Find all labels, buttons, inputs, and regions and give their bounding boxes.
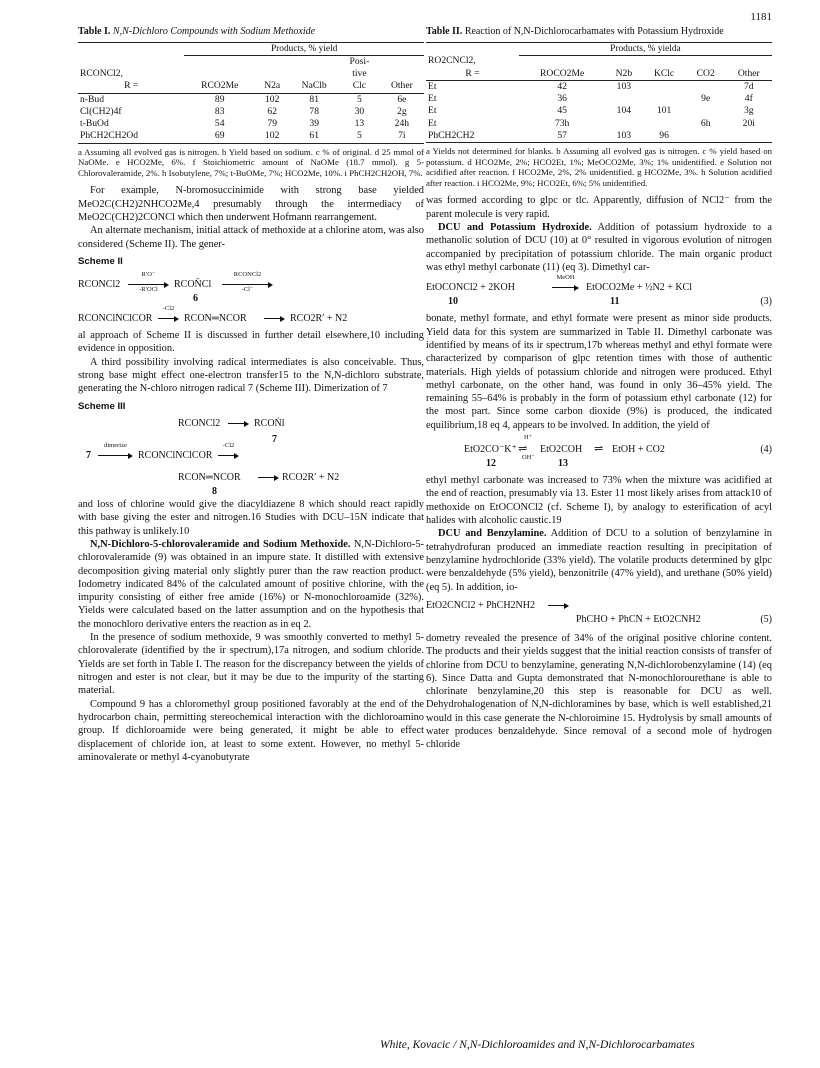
table1-col-tive: tive <box>352 68 367 80</box>
table-cell: 57 <box>557 129 567 141</box>
reaction-arrow-icon <box>128 271 169 294</box>
scheme2 <box>78 271 424 329</box>
arrow-label: -R′OCl <box>139 286 158 294</box>
scheme3 <box>78 416 424 498</box>
table2-col-roco2me: ROCO2Me <box>540 67 585 79</box>
table-cell: 96 <box>659 129 669 141</box>
scheme3-title: Scheme III <box>78 400 126 412</box>
reaction-arrow-icon <box>548 600 569 613</box>
table-cell: 20i <box>742 117 755 129</box>
table1-col-posi: Posi- <box>349 55 370 67</box>
table-cell: 7d <box>743 80 754 92</box>
paragraph: In the presence of sodium methoxide, 9 was smoothly converted to methyl 5-chlorovalerate (identified by the ir spectrum),17a nitrogen, and sodium chloride. Yields are set forth in Table I. The reason for the discrepancy between the yields of nitrogen and ester is not clear, but it may be due to the impurity of the starting material. <box>78 632 424 697</box>
table-cell: 103 <box>616 129 632 141</box>
arrow-label: dimerize <box>104 441 127 449</box>
table-cell: 104 <box>616 105 632 117</box>
paragraph <box>426 527 772 594</box>
table-cell: PhCH2CH2Od <box>80 130 139 142</box>
table-row <box>426 93 772 105</box>
table-cell: 81 <box>309 93 319 105</box>
table-cell <box>726 130 772 143</box>
arrow-label: H⁺ <box>524 434 533 442</box>
equilibrium-arrow-icon: ⇌ <box>518 443 528 456</box>
table-row <box>78 94 424 106</box>
arrow-label: -Cl2 <box>162 305 175 313</box>
table-cell: Et <box>428 105 437 117</box>
arrow-label: R′O⁻ <box>141 271 156 279</box>
table-cell: 101 <box>656 105 672 117</box>
paragraph: Compound 9 has a chloromethyl group positioned favorably at the end of the hydrocarbon chain, permitting stereochemical interaction with the dichloroamino group. If dichloroamide were being generated, it might be able to effect displacement of chloride ion, at least to some extent. However, no methyl 5-aminovalerate or methyl 4-cyanobutyrate <box>78 698 424 763</box>
table-row <box>426 118 772 130</box>
table1-col-n2: N2a <box>264 80 281 92</box>
eq5-rhs: PhCHO + PhCN + EtO2CNH2 <box>576 613 701 625</box>
arrow-label: OH⁻ <box>522 454 535 462</box>
table-cell: 9e <box>701 93 711 105</box>
reaction-arrow-icon <box>228 418 249 431</box>
table-cell: 102 <box>265 130 280 142</box>
compound-number: 8 <box>212 485 217 497</box>
arrow-label: RCONCl2 <box>233 271 262 279</box>
table2-label: Table II. <box>426 26 463 37</box>
table1-title: N,N-Dichloro Compounds with Sodium Methoxide <box>112 26 316 37</box>
section-heading: DCU and Potassium Hydroxide. <box>438 222 592 233</box>
table-cell: Et <box>428 93 437 105</box>
table-cell <box>686 105 726 117</box>
reaction-arrow-icon <box>258 472 279 485</box>
table2-footnote: a Yields not determined for blanks. b Assuming all evolved gas is nitrogen. c % yield based on potassium. d HCO2Me, 2%; HCO2Et, 1%; MeOCO2Me, 3%; 1% unidentified. e Solution not acidified after reaction. f HCO2Me, 2%, 2% unidentified. g HCO2Me, 3%. h Solution acidified after reaction. i HCO2Me, 9%; HCO2Et, 6%; 5% unidentified. <box>426 146 772 188</box>
section-heading: DCU and Benzylamine. <box>438 528 547 540</box>
equation-number: (5) <box>760 613 772 625</box>
table1-label: Table I. <box>78 26 111 37</box>
table2-col-co2: CO2 <box>696 67 715 79</box>
arrow-label: -Cl⁻ <box>241 286 254 294</box>
table-row <box>78 130 424 143</box>
compound-number: 7 <box>86 449 91 461</box>
eq3-rhs: EtOCO2Me + ½N2 + KCl <box>586 282 693 294</box>
table-cell: 6e <box>397 93 407 105</box>
page-number: 1181 <box>750 11 772 23</box>
table-cell: 73h <box>554 117 570 129</box>
table-cell: 102 <box>265 93 280 105</box>
table-row <box>78 118 424 130</box>
table-cell: t-BuOd <box>80 118 109 130</box>
paragraph <box>426 221 772 274</box>
reaction-arrow-icon <box>158 305 179 326</box>
equation-4 <box>426 436 772 470</box>
paragraph <box>78 538 424 631</box>
reaction-arrow-icon <box>98 441 133 463</box>
table1-col-rco2me: RCO2Me <box>201 80 239 92</box>
table-cell: 5 <box>357 130 362 142</box>
equation-3 <box>426 274 772 308</box>
scheme3-dimer: RCONClNClCOR <box>138 449 213 461</box>
table2-title: Reaction of N,N-Dichlorocarbamates with Potassium Hydroxide <box>464 26 724 37</box>
table-cell: 13 <box>354 118 365 130</box>
table1-col-other: Other <box>390 80 413 92</box>
scheme2-products: RCO2R′ + N2 <box>290 313 348 325</box>
compound-number: 10 <box>448 296 458 308</box>
table-cell: 6h <box>700 117 711 129</box>
scheme2-title: Scheme II <box>78 255 123 267</box>
table-cell: 39 <box>309 118 319 130</box>
table-cell: PhCH2CH2 <box>428 129 475 141</box>
table1-col-r: R = <box>124 80 139 92</box>
table-cell: 4f <box>744 93 753 105</box>
paragraph-text: Addition of potassium hydroxide to a methanolic solution of DCU (10) at 0° resulted in vigorous evolution of nitrogen accompanied by precipitation of potassium chloride. The main organic product was ethyl methyl carbonate (11) (eq 3). Dimethyl car- <box>426 222 772 273</box>
table-row <box>78 106 424 118</box>
right-column <box>426 26 772 752</box>
section-heading: N,N-Dichloro-5-chlorovaleramide and Sodium Methoxide. <box>90 538 351 550</box>
arrow-label: MeOH <box>556 274 575 282</box>
table-cell: 69 <box>214 130 225 142</box>
table1-span-header: Products, % yield <box>184 43 424 56</box>
table-cell: 42 <box>557 80 567 92</box>
table-cell: 83 <box>214 105 225 117</box>
arrow-label: -Cl2 <box>222 441 235 449</box>
table1-caption <box>78 26 424 39</box>
table1-col-clc: Clc <box>352 80 367 92</box>
table-cell: n-Bud <box>80 93 104 105</box>
eq4-a: EtO2CO⁻K⁺ <box>464 444 517 456</box>
table-cell: 45 <box>557 105 567 117</box>
table2-caption <box>426 26 772 39</box>
reaction-arrow-icon <box>552 274 579 295</box>
reaction-arrow-icon <box>218 441 239 463</box>
paragraph: ethyl methyl carbonate was increased to 73% when the mixture was acidified at the end of reaction, presumably via 13. Ester 11 most likely arises from attack10 of methoxide on EtOCONCl2 (cf. Scheme I), by analogy to esterification of acyl halides with alcoholic caustic.19 <box>426 475 772 526</box>
compound-number: 7 <box>272 433 277 445</box>
table-cell: 3g <box>743 105 754 117</box>
equation-5 <box>426 598 772 628</box>
table-row <box>426 81 772 93</box>
table1 <box>78 42 424 144</box>
eq4-c: EtOH + CO2 <box>612 444 665 456</box>
table-cell: Et <box>428 80 437 92</box>
eq3-lhs: EtOCONCl2 + 2KOH <box>426 282 515 294</box>
table1-col-rconcl2: RCONCl2, <box>80 68 123 80</box>
scheme3-reactant: RCONCl2 <box>178 417 221 429</box>
table-cell: 7i <box>398 130 406 142</box>
table-cell: 89 <box>214 93 225 105</box>
scheme3-radical: RCOṄl <box>254 417 285 429</box>
table1-col-nacl: NaClb <box>301 80 327 92</box>
scheme2-diazene: RCON═NCOR <box>184 313 247 325</box>
table-cell <box>686 130 726 143</box>
running-footer: White, Kovacic / N,N-Dichloroamides and N,N-Dichlorocarbamates <box>380 1039 695 1051</box>
table2-col-n2: N2b <box>615 67 633 79</box>
compound-number: 11 <box>610 296 620 308</box>
scheme2-intermediate: RCON̄Cl <box>174 279 212 291</box>
scheme2-dimer: RCONClNClCOR <box>78 313 153 325</box>
table-cell: Et <box>428 117 437 129</box>
paragraph: dometry revealed the presence of 34% of the original positive chlorine content. The products and their yields suggest that the initial reaction consists of transfer of chlorine from DCU to benzylamine, generating N,N-dichlorobenzylamine (14) (eq 6). Since Datta and Gupta demonstrated that N-monochlorourethane is able to chlorinate benzylamine,20 this step is reasonable for DCU as well. Dehydrohalogenation of N,N-dichloramines by base, which is well established,21 would in this case generate the N-chloroimine 15. Hydrolysis by small amounts of water produces benzaldehyde. Since removal of a second mole of hydrogen chloride <box>426 632 772 751</box>
table2-col-r: R = <box>465 67 480 79</box>
paragraph: al approach of Scheme II is discussed in further detail elsewhere,10 including evidence in opposition. <box>78 330 424 355</box>
eq4-b: EtO2COH <box>540 444 583 456</box>
paragraph-text: Addition of DCU to a solution of benzylamine in tetrahydrofuran produced an immediate reaction resulting in precipitation of benzylamine hydrochloride (33% yield). The volatile products determined by glpc were benzaldehyde (5% yield), benzonitrile (47% yield), and urethane (50% yield) (eq 5). In addition, io- <box>426 528 772 593</box>
compound-number: 13 <box>558 458 568 470</box>
table2-col-other: Other <box>737 67 760 79</box>
paragraph-text: N,N-Dichloro-5-chlorovaleramide (9) was obtained in an impure state. It distilled with extensive decomposition giving material only slightly purer than the raw reaction product. Iodometry indicated 84% of the calculated amount of positive chlorine, with the impurity consisting of either free amide (16%) or N-monochloroamide (32%). Yields were calculated based on the latter assumption and on the hypothesis that the monochloro derivative enters the reaction as in eq 2. <box>78 538 424 630</box>
table1-footnote: a Assuming all evolved gas is nitrogen. b Yield based on sodium. c % of original. d 25 mmol of NaOMe. e HCO2Me, 6%. f Stoichiometric amount of NaOMe (18.7 mmol). g 5-Chlorovaleramide, 2%. h Isobutylene, 7%; t-BuOMe, 7%; HCO2Me, 10%. i PhCH2CH2OH, 7%. <box>78 146 424 178</box>
reaction-arrow-icon <box>264 313 285 326</box>
equilibrium-arrow-icon: ⇌ <box>594 443 604 456</box>
table-cell <box>642 93 686 105</box>
paragraph: For example, N-bromosuccinimide with strong base yielded MeO2C(CH2)2NHCO2Me,4 presumably through the intermediacy of MeO2C(CH2)2CONCl which then underwent Hofmann rearrangement. <box>78 185 424 223</box>
paragraph: bonate, methyl formate, and ethyl formate were present as minor side products. Yield data for this system are summarized in Table II. Dimethyl carbonate was identified by means of its ir spectrum,17b whereas methyl and ethyl formate were characterized by comparison of glpc retention times with those of authentic materials. High yields of potassium chloride and nitrogen were produced. Ethyl methyl carbonate, on the other hand, was found in only 36–45% yield. The remaining 55–64% is probably in the form of potassium ethyl carbonate (12) for the most part. Since some carbon dioxide (9%) is produced, the indicated equilibrium,18 eq 4, appears to be involved. In addition, the yield of <box>426 313 772 431</box>
reaction-arrow-icon <box>222 271 273 294</box>
eq5-lhs: EtO2CNCl2 + PhCH2NH2 <box>426 599 535 611</box>
paragraph: was formed according to glpc or tlc. Apparently, diffusion of NCl2⁻ from the parent molecule is very rapid. <box>426 195 772 220</box>
table-cell: 2g <box>397 105 407 117</box>
paragraph: and loss of chlorine would give the diacyldiazene 8 which should react rapidly with base giving the ester and nitrogen.16 Studies with DCU–15N indicate that this pathway is unlikely.10 <box>78 498 424 537</box>
table-cell: 36 <box>557 93 567 105</box>
table-cell: 78 <box>309 105 319 117</box>
compound-number: 12 <box>486 458 496 470</box>
compound-number: 6 <box>193 293 198 305</box>
table2-col-ro2cncl2: RO2CNCl2, <box>428 55 476 67</box>
table-cell <box>642 118 686 130</box>
table2-span-header: Products, % yielda <box>519 43 772 56</box>
table-cell <box>605 93 642 105</box>
table-row <box>426 130 772 143</box>
left-column <box>78 26 424 764</box>
table-cell: 24h <box>394 118 410 130</box>
table-cell: 103 <box>616 80 632 92</box>
table-cell: 62 <box>267 105 277 117</box>
table-cell <box>642 81 686 93</box>
table-cell <box>686 81 726 93</box>
table-cell: 5 <box>357 93 362 105</box>
scheme3-diazene: RCON═NCOR <box>178 471 241 483</box>
scheme3-products: RCO2R′ + N2 <box>282 471 340 483</box>
table-cell: 54 <box>214 118 225 130</box>
equation-number: (3) <box>760 296 772 308</box>
equation-number: (4) <box>760 444 772 456</box>
table-cell: 30 <box>354 105 365 117</box>
paragraph: An alternate mechanism, initial attack of methoxide at a chlorine atom, was also considered (Scheme II). The gener- <box>78 225 424 250</box>
table-row <box>426 105 772 117</box>
table-cell <box>605 118 642 130</box>
paragraph: A third possibility involving radical intermediates is also conceivable. Thus, strong base might effect one-electron transfer15 to the N,N-dichloro substrate, generating the N-chloro nitrogen radical 7 (Scheme III). Dimerization of 7 <box>78 356 424 395</box>
table2-col-kcl: KClc <box>653 67 675 79</box>
table-cell: Cl(CH2)4f <box>80 105 122 117</box>
table-cell: 79 <box>267 118 277 130</box>
table2 <box>426 42 772 143</box>
table-cell: 61 <box>309 130 319 142</box>
scheme2-reactant: RCONCl2 <box>78 279 121 291</box>
